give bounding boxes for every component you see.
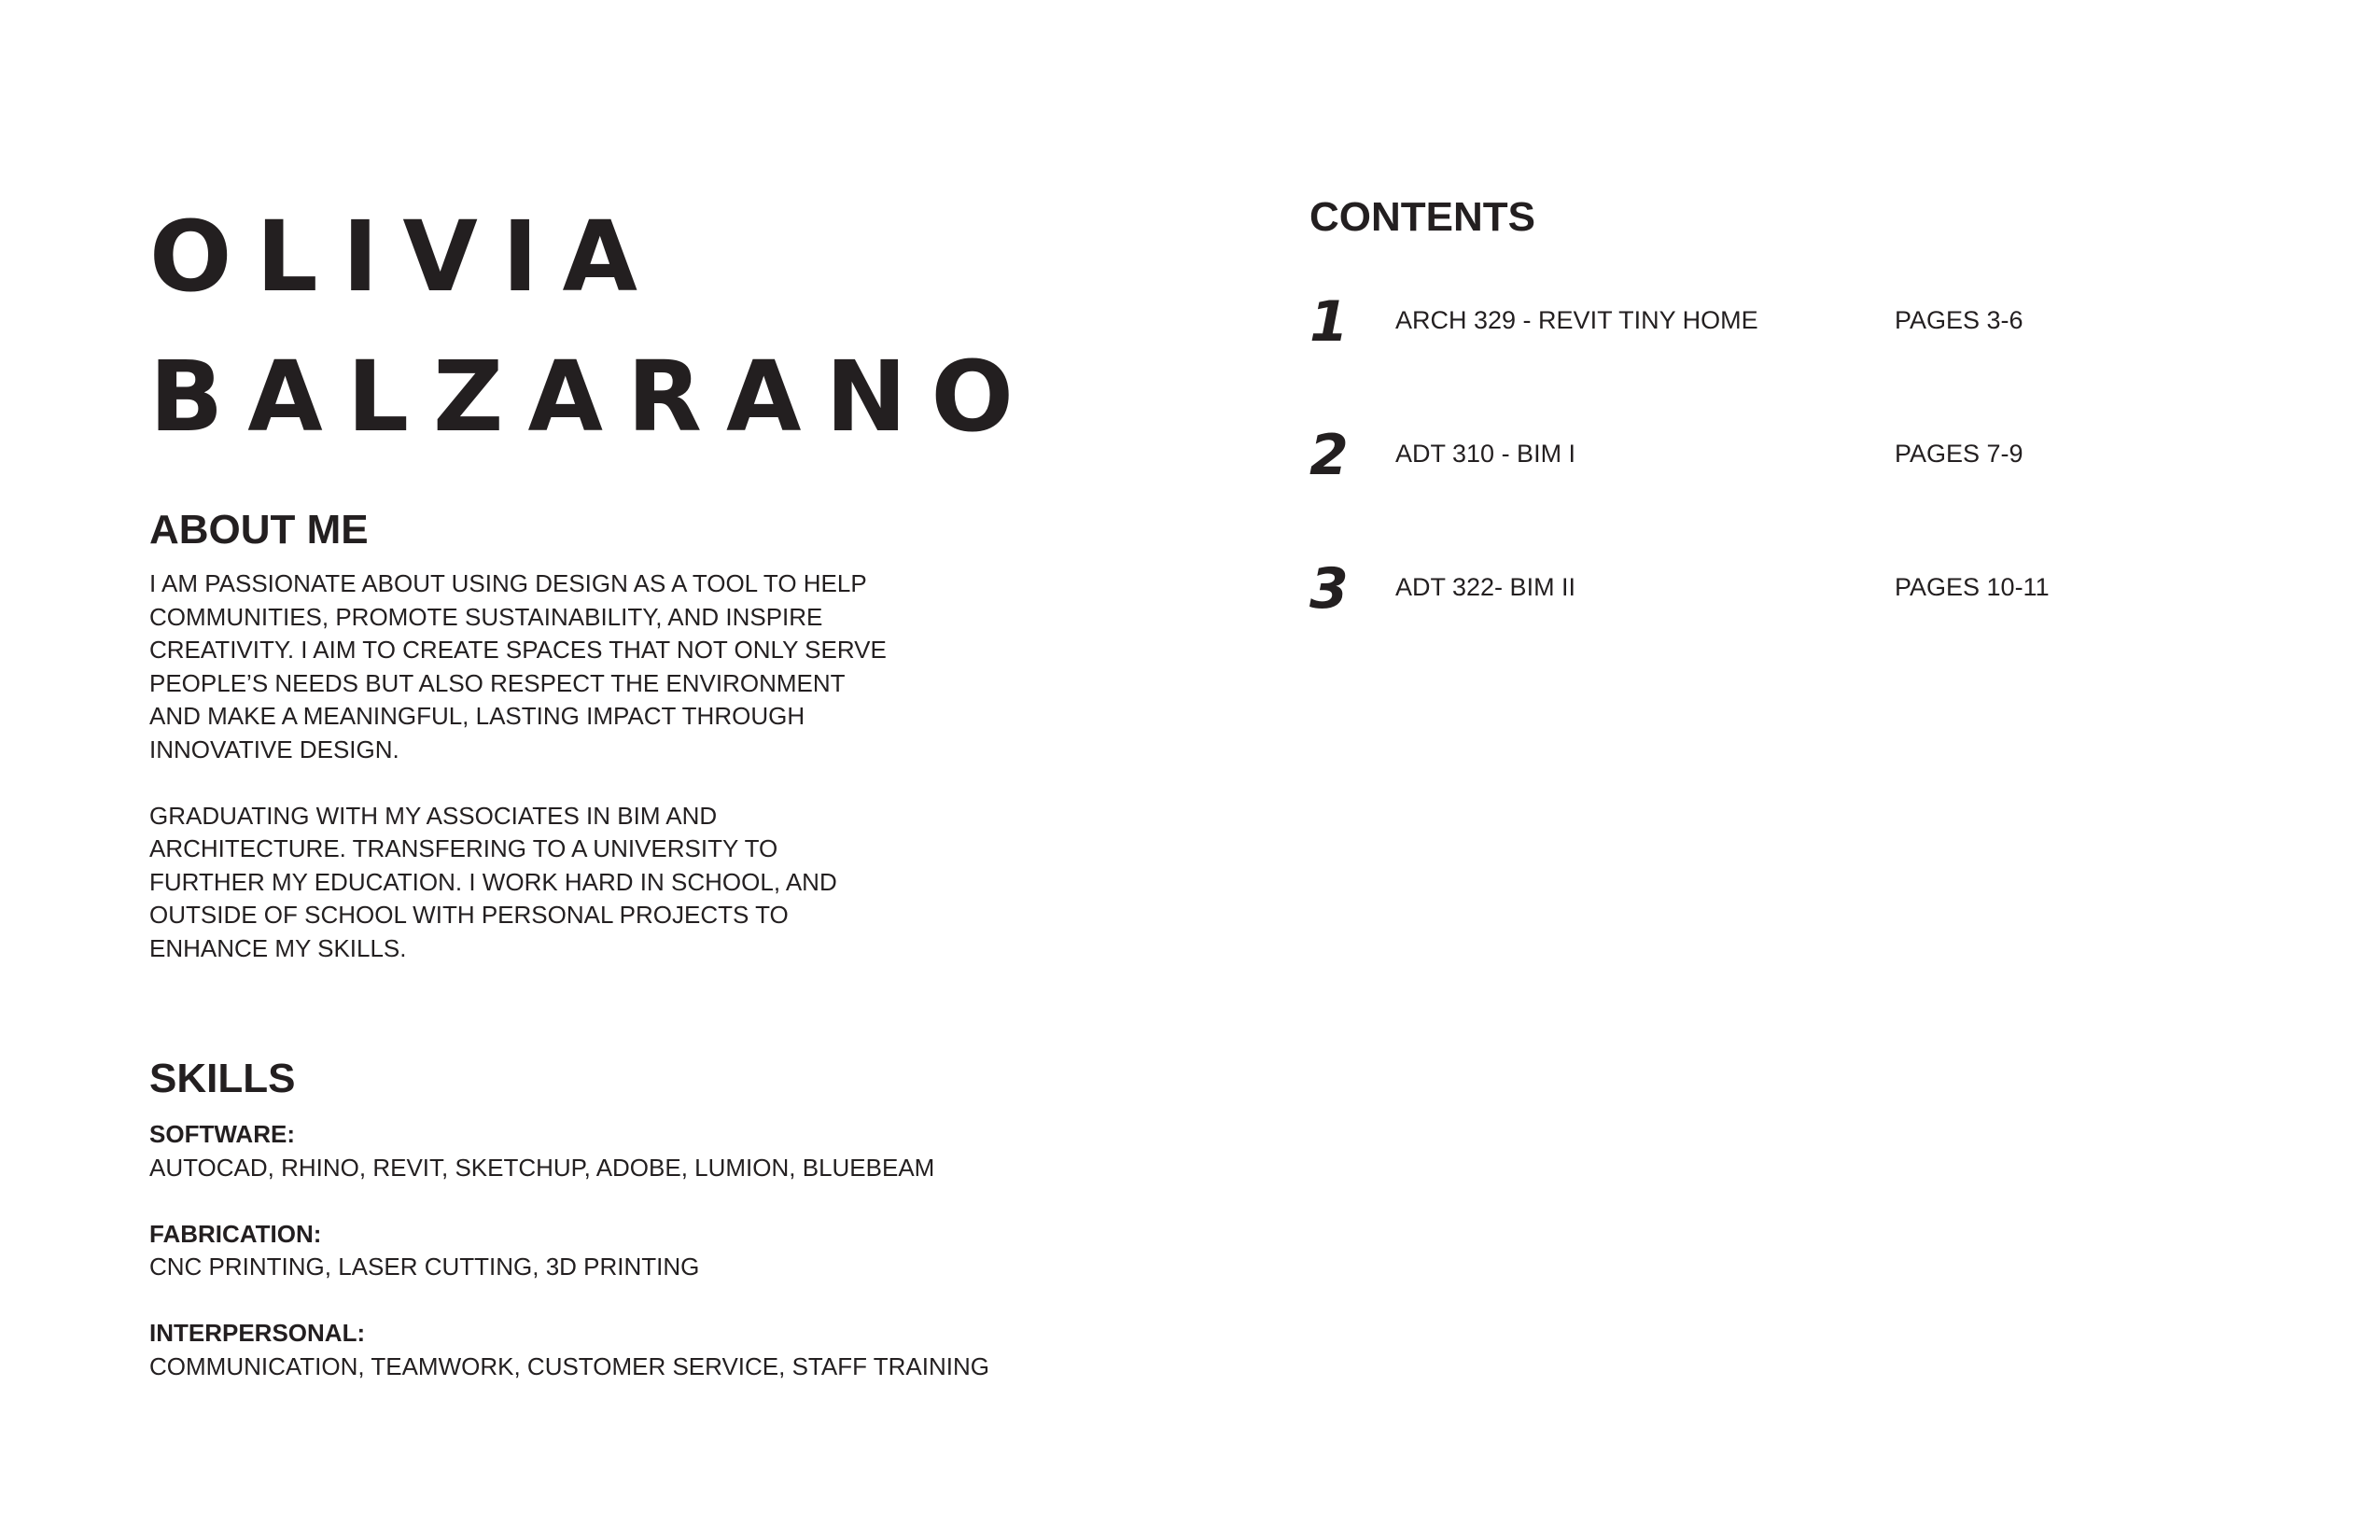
item-number: 2 [1309, 423, 1349, 488]
skill-value: AUTOCAD, RHINO, REVIT, SKETCHUP, ADOBE, LUMION, BLUEBEAM [149, 1153, 935, 1182]
item-number: 3 [1309, 556, 1349, 622]
skill-group-software [149, 1118, 1083, 1184]
last-name: BALZARANO [149, 340, 1038, 454]
contents-heading: CONTENTS [1309, 194, 1535, 240]
skill-group-interpersonal [149, 1317, 1083, 1383]
name-title [149, 187, 1083, 467]
skill-group-fabrication [149, 1218, 1083, 1284]
item-pages: PAGES 7-9 [1895, 440, 2023, 468]
contents-item-3[interactable] [1309, 556, 2243, 622]
item-title: ADT 310 - BIM I [1395, 440, 1576, 468]
skills-list [149, 1118, 1083, 1417]
left-column [149, 187, 1083, 1380]
about-paragraph-2: GRADUATING WITH MY ASSOCIATES IN BIM AND ARCHITECTURE. TRANSFERING TO A UNIVERSITY TO FURTHER MY EDUCATION. I WORK HARD IN SCHOOL, AND OUTSIDE OF SCHOOL WITH PERSONAL PROJECTS TO ENHANCE MY SKILLS. [149, 801, 837, 962]
skills-heading: SKILLS [149, 1056, 296, 1101]
skill-label: FABRICATION: [149, 1219, 322, 1248]
about-heading: ABOUT ME [149, 507, 369, 553]
item-title: ARCH 329 - REVIT TINY HOME [1395, 306, 1758, 334]
item-number: 1 [1309, 289, 1349, 355]
about-body [149, 567, 896, 999]
item-pages: PAGES 3-6 [1895, 306, 2023, 334]
item-title: ADT 322- BIM II [1395, 573, 1576, 601]
skill-value: CNC PRINTING, LASER CUTTING, 3D PRINTING [149, 1253, 700, 1281]
skill-label: SOFTWARE: [149, 1120, 295, 1148]
first-name: OLIVIA [149, 200, 663, 314]
item-pages: PAGES 10-11 [1895, 573, 2050, 601]
about-paragraph-1: I AM PASSIONATE ABOUT USING DESIGN AS A TOOL TO HELP COMMUNITIES, PROMOTE SUSTAINABILITY, AND INSPIRE CREATIVITY. I AIM TO CREATE SPACES THAT NOT ONLY SERVE PEOPLE’S NEEDS BUT ALSO RESPECT THE ENVIRONMENT AND MAKE A MEANINGFUL, LASTING IMPACT THROUGH INNOVATIVE DESIGN. [149, 569, 887, 763]
skill-label: INTERPERSONAL: [149, 1319, 366, 1347]
skill-value: COMMUNICATION, TEAMWORK, CUSTOMER SERVICE, STAFF TRAINING [149, 1351, 989, 1380]
contents-item-2[interactable] [1309, 423, 2243, 488]
contents-column [1309, 191, 2243, 622]
contents-item-1[interactable] [1309, 289, 2243, 355]
